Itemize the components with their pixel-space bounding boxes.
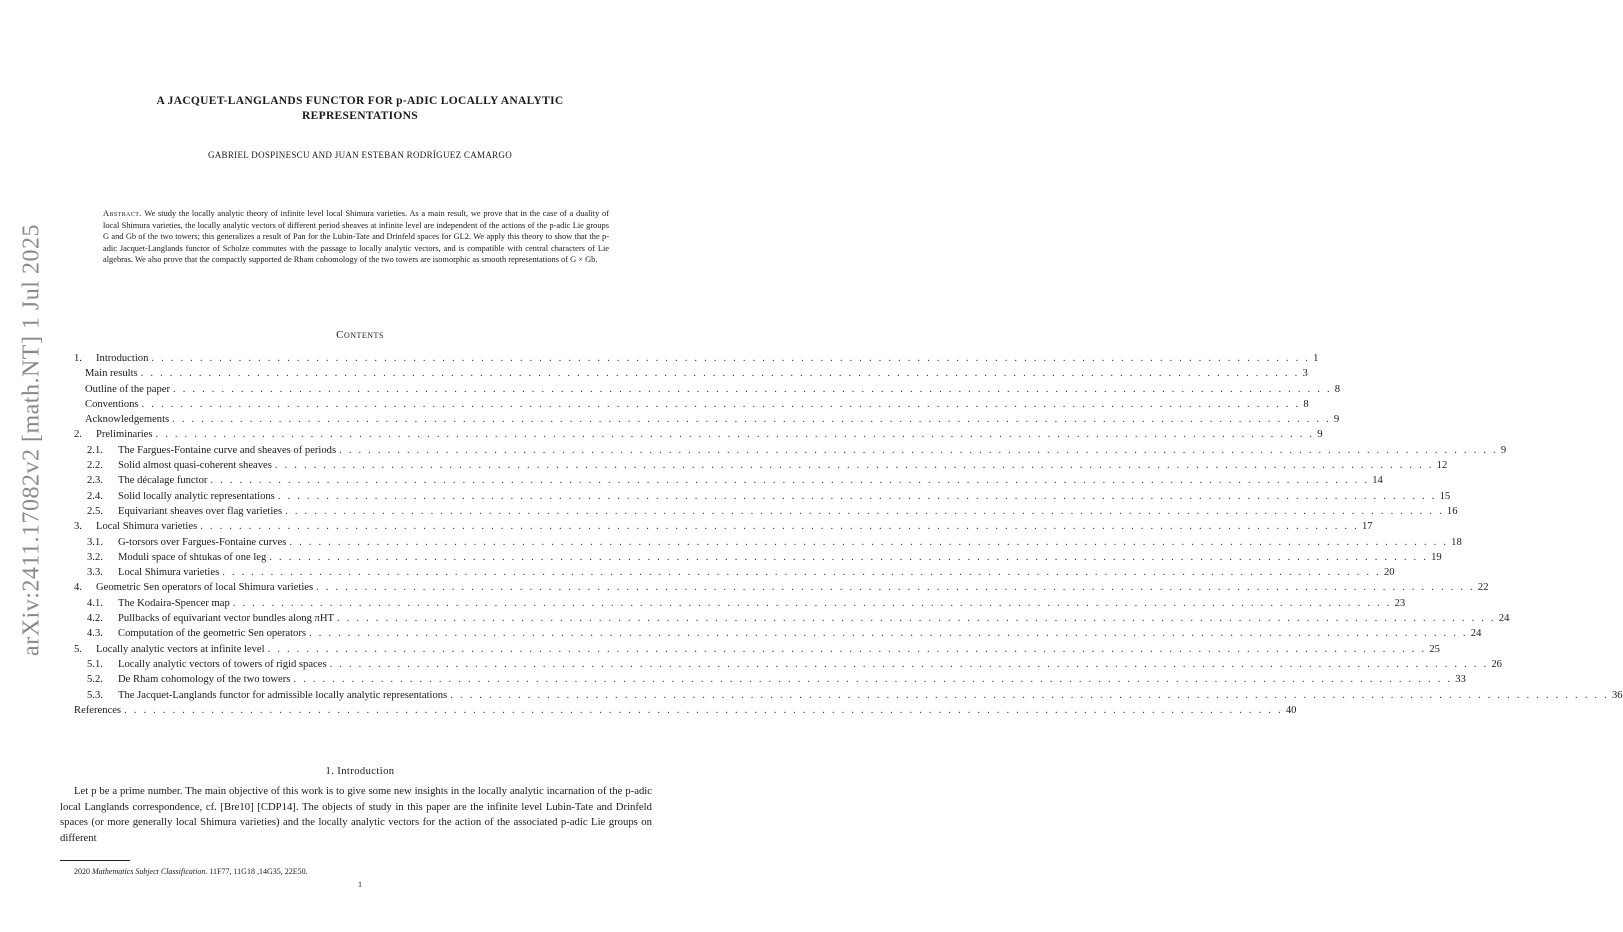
toc-entry[interactable]: [74, 565, 1395, 580]
footnote-codes: 11F77, 11G18 ,14G35, 22E50.: [207, 867, 308, 876]
toc-entry-page: 9: [1333, 414, 1340, 426]
toc-leader-dots: . . . . . . . . . . . . . . . . . . . . . . . . . . . . . . . . . . . . . . . . . . . . . . . . . . . . . . . . . . . . . . . . . . . . . . . . . . . . . . . . . . . . . . . . . . . . . . . . . . . . . . . . . . . . . . . . . . . . . . . .: [285, 505, 1444, 517]
table-of-contents: [74, 351, 1623, 718]
toc-entry-number: 4.2.: [87, 613, 103, 625]
toc-leader-dots: . . . . . . . . . . . . . . . . . . . . . . . . . . . . . . . . . . . . . . . . . . . . . . . . . . . . . . . . . . . . . . . . . . . . . . . . . . . . . . . . . . . . . . . . . . . . . . . . . . . . . . . . . . . . . . . . . . . . . . . .: [151, 353, 1311, 364]
footnote-prefix: 2020: [74, 867, 92, 876]
toc-entry-label: [85, 382, 170, 397]
toc-entry-page: 26: [1491, 658, 1502, 670]
toc-entry-label: [87, 443, 336, 458]
toc-entry-number: 4.1.: [87, 597, 103, 609]
toc-entry-number: 4.3.: [87, 628, 103, 640]
toc-entry-page: 36: [1611, 689, 1623, 701]
toc-entry-title: The décalage functor: [118, 475, 208, 487]
toc-entry[interactable]: [74, 473, 1383, 488]
toc-entry[interactable]: [74, 580, 1489, 595]
toc-entry-number: 3.3.: [87, 567, 103, 579]
toc-entry-label: [74, 703, 121, 718]
toc-entry-page: 8: [1303, 398, 1309, 410]
toc-entry-number: 3.2.: [87, 551, 103, 563]
toc-entry[interactable]: [74, 382, 1341, 397]
toc-entry-page: 24: [1498, 613, 1510, 625]
abstract: [103, 208, 609, 266]
toc-entry-label: [87, 672, 290, 687]
toc-entry-title: Locally analytic vectors of towers of rigid spaces: [118, 658, 327, 670]
toc-entry-label: [87, 535, 286, 550]
toc-entry-title: Pullbacks of equivariant vector bundles along πHT: [118, 613, 334, 625]
toc-entry[interactable]: [74, 489, 1451, 504]
title-line-1: A JACQUET-LANGLANDS FUNCTOR FOR p-ADIC LOCALLY ANALYTIC: [156, 95, 564, 107]
toc-leader-dots: . . . . . . . . . . . . . . . . . . . . . . . . . . . . . . . . . . . . . . . . . . . . . . . . . . . . . . . . . . . . . . . . . . . . . . . . . . . . . . . . . . . . . . . . . . . . . . . . . . . . . . . . . . . . . . . . . . . . . . . .: [210, 475, 1370, 487]
toc-entry-label: [74, 642, 265, 657]
toc-entry[interactable]: [74, 642, 1440, 657]
toc-entry-title: Preliminaries: [96, 429, 153, 441]
toc-entry-label: [87, 504, 282, 519]
toc-entry-number: 2.3.: [87, 475, 103, 487]
toc-leader-dots: . . . . . . . . . . . . . . . . . . . . . . . . . . . . . . . . . . . . . . . . . . . . . . . . . . . . . . . . . . . . . . . . . . . . . . . . . . . . . . . . . . . . . . . . . . . . . . . . . . . . . . . . . . . . . . . . . . . . . . . .: [339, 444, 1498, 456]
toc-entry-number: 2.1.: [87, 444, 103, 456]
toc-entry[interactable]: [74, 443, 1507, 458]
toc-entry-page: 14: [1372, 475, 1383, 487]
toc-leader-dots: . . . . . . . . . . . . . . . . . . . . . . . . . . . . . . . . . . . . . . . . . . . . . . . . . . . . . . . . . . . . . . . . . . . . . . . . . . . . . . . . . . . . . . . . . . . . . . . . . . . . . . . . . . . . . . . . . . . . . . . .: [309, 628, 1468, 640]
toc-entry-page: 9: [1500, 444, 1507, 456]
toc-entry-page: 16: [1446, 505, 1458, 517]
toc-leader-dots: . . . . . . . . . . . . . . . . . . . . . . . . . . . . . . . . . . . . . . . . . . . . . . . . . . . . . . . . . . . . . . . . . . . . . . . . . . . . . . . . . . . . . . . . . . . . . . . . . . . . . . . . . . . . . . . . . . . . . . . .: [337, 613, 1496, 625]
toc-entry-title: Main results: [85, 368, 138, 380]
toc-entry-title: Computation of the geometric Sen operators: [118, 628, 306, 640]
paper-title: [80, 94, 640, 124]
toc-entry-title: Geometric Sen operators of local Shimura varieties: [96, 582, 314, 594]
toc-leader-dots: . . . . . . . . . . . . . . . . . . . . . . . . . . . . . . . . . . . . . . . . . . . . . . . . . . . . . . . . . . . . . . . . . . . . . . . . . . . . . . . . . . . . . . . . . . . . . . . . . . . . . . . . . . . . . . . . . . . . . . . .: [277, 490, 1437, 502]
toc-entry-label: [87, 489, 275, 504]
toc-entry-page: 9: [1317, 429, 1323, 441]
toc-leader-dots: . . . . . . . . . . . . . . . . . . . . . . . . . . . . . . . . . . . . . . . . . . . . . . . . . . . . . . . . . . . . . . . . . . . . . . . . . . . . . . . . . . . . . . . . . . . . . . . . . . . . . . . . . . . . . . . . . . . . . . . .: [222, 567, 1381, 579]
toc-entry-label: [87, 473, 207, 488]
toc-entry-page: 25: [1429, 643, 1440, 655]
toc-entry-label: [74, 427, 153, 442]
toc-entry[interactable]: [74, 504, 1458, 519]
toc-entry-page: 19: [1431, 551, 1442, 563]
toc-entry-label: [87, 458, 272, 473]
toc-entry-title: Solid almost quasi-coherent sheaves: [118, 460, 272, 472]
toc-entry-page: 17: [1361, 521, 1373, 533]
toc-leader-dots: . . . . . . . . . . . . . . . . . . . . . . . . . . . . . . . . . . . . . . . . . . . . . . . . . . . . . . . . . . . . . . . . . . . . . . . . . . . . . . . . . . . . . . . . . . . . . . . . . . . . . . . . . . . . . . . . . . . . . . . .: [124, 704, 1283, 716]
toc-leader-dots: . . . . . . . . . . . . . . . . . . . . . . . . . . . . . . . . . . . . . . . . . . . . . . . . . . . . . . . . . . . . . . . . . . . . . . . . . . . . . . . . . . . . . . . . . . . . . . . . . . . . . . . . . . . . . . . . . . . . . . . .: [274, 460, 1434, 472]
toc-leader-dots: . . . . . . . . . . . . . . . . . . . . . . . . . . . . . . . . . . . . . . . . . . . . . . . . . . . . . . . . . . . . . . . . . . . . . . . . . . . . . . . . . . . . . . . . . . . . . . . . . . . . . . . . . . . . . . . . . . . . . . . .: [173, 383, 1332, 395]
toc-entry-page: 20: [1383, 567, 1395, 579]
toc-leader-dots: . . . . . . . . . . . . . . . . . . . . . . . . . . . . . . . . . . . . . . . . . . . . . . . . . . . . . . . . . . . . . . . . . . . . . . . . . . . . . . . . . . . . . . . . . . . . . . . . . . . . . . . . . . . . . . . . . . . . . . . .: [293, 674, 1453, 686]
toc-leader-dots: . . . . . . . . . . . . . . . . . . . . . . . . . . . . . . . . . . . . . . . . . . . . . . . . . . . . . . . . . . . . . . . . . . . . . . . . . . . . . . . . . . . . . . . . . . . . . . . . . . . . . . . . . . . . . . . . . . . . . . . .: [232, 597, 1392, 609]
toc-leader-dots: . . . . . . . . . . . . . . . . . . . . . . . . . . . . . . . . . . . . . . . . . . . . . . . . . . . . . . . . . . . . . . . . . . . . . . . . . . . . . . . . . . . . . . . . . . . . . . . . . . . . . . . . . . . . . . . . . . . . . . . .: [269, 551, 1429, 563]
toc-entry-title: Moduli space of shtukas of one leg: [118, 551, 267, 563]
toc-entry-page: 24: [1470, 628, 1482, 640]
toc-leader-dots: . . . . . . . . . . . . . . . . . . . . . . . . . . . . . . . . . . . . . . . . . . . . . . . . . . . . . . . . . . . . . . . . . . . . . . . . . . . . . . . . . . . . . . . . . . . . . . . . . . . . . . . . . . . . . . . . . . . . . . . .: [140, 368, 1300, 380]
toc-entry-number: 5.3.: [87, 689, 103, 701]
toc-entry-title: Locally analytic vectors at infinite level: [96, 643, 265, 655]
toc-entry-label: [85, 366, 138, 381]
abstract-label: Abstract.: [103, 209, 142, 218]
toc-entry-number: 3.1.: [87, 536, 103, 548]
toc-entry[interactable]: [74, 458, 1448, 473]
toc-leader-dots: . . . . . . . . . . . . . . . . . . . . . . . . . . . . . . . . . . . . . . . . . . . . . . . . . . . . . . . . . . . . . . . . . . . . . . . . . . . . . . . . . . . . . . . . . . . . . . . . . . . . . . . . . . . . . . . . . . . . . . . .: [172, 414, 1331, 426]
toc-leader-dots: . . . . . . . . . . . . . . . . . . . . . . . . . . . . . . . . . . . . . . . . . . . . . . . . . . . . . . . . . . . . . . . . . . . . . . . . . . . . . . . . . . . . . . . . . . . . . . . . . . . . . . . . . . . . . . . . . . . . . . . .: [289, 536, 1449, 548]
toc-entry-label: [85, 412, 169, 427]
toc-entry[interactable]: [74, 550, 1442, 565]
toc-entry-label: [87, 611, 334, 626]
title-line-2: REPRESENTATIONS: [302, 110, 418, 122]
footnote-label: Mathematics Subject Classification.: [92, 867, 208, 876]
toc-entry-label: [74, 580, 313, 595]
toc-entry-title: Solid locally analytic representations: [118, 490, 275, 502]
page-number: 1: [358, 880, 362, 889]
toc-leader-dots: . . . . . . . . . . . . . . . . . . . . . . . . . . . . . . . . . . . . . . . . . . . . . . . . . . . . . . . . . . . . . . . . . . . . . . . . . . . . . . . . . . . . . . . . . . . . . . . . . . . . . . . . . . . . . . . . . . . . . . . .: [450, 689, 1609, 701]
toc-entry-number: 5.: [74, 643, 82, 655]
arxiv-identifier: arXiv:2411.17082v2 [math.NT] 1 Jul 2025: [18, 224, 45, 656]
toc-entry[interactable]: [74, 427, 1323, 442]
toc-entry-page: 1: [1313, 353, 1319, 364]
toc-leader-dots: . . . . . . . . . . . . . . . . . . . . . . . . . . . . . . . . . . . . . . . . . . . . . . . . . . . . . . . . . . . . . . . . . . . . . . . . . . . . . . . . . . . . . . . . . . . . . . . . . . . . . . . . . . . . . . . . . . . . . . . .: [200, 521, 1359, 533]
toc-entry[interactable]: [74, 412, 1340, 427]
toc-entry-page: 3: [1302, 368, 1308, 380]
toc-leader-dots: . . . . . . . . . . . . . . . . . . . . . . . . . . . . . . . . . . . . . . . . . . . . . . . . . . . . . . . . . . . . . . . . . . . . . . . . . . . . . . . . . . . . . . . . . . . . . . . . . . . . . . . . . . . . . . . . . . . . . . . .: [329, 658, 1489, 670]
toc-entry-number: 2.2.: [87, 460, 103, 472]
toc-entry-label: [74, 351, 148, 366]
toc-entry-number: 3.: [74, 521, 82, 533]
toc-entry-title: Local Shimura varieties: [96, 521, 198, 533]
toc-entry[interactable]: [74, 688, 1623, 703]
toc-entry-title: Local Shimura varieties: [118, 567, 220, 579]
toc-entry-label: [74, 519, 197, 534]
authors: GABRIEL DOSPINESCU AND JUAN ESTEBAN RODRÍGUEZ CAMARGO: [207, 150, 513, 160]
toc-leader-dots: . . . . . . . . . . . . . . . . . . . . . . . . . . . . . . . . . . . . . . . . . . . . . . . . . . . . . . . . . . . . . . . . . . . . . . . . . . . . . . . . . . . . . . . . . . . . . . . . . . . . . . . . . . . . . . . . . . . . . . . .: [316, 582, 1475, 594]
toc-entry-label: [87, 596, 230, 611]
toc-entry-label: [87, 626, 306, 641]
toc-entry-title: Introduction: [96, 353, 149, 364]
toc-entry-page: 22: [1477, 582, 1489, 594]
toc-entry-page: 8: [1334, 383, 1341, 395]
toc-entry-title: Acknowledgements: [85, 414, 170, 426]
toc-entry-page: 33: [1455, 674, 1466, 686]
toc-entry-number: 1.: [74, 353, 82, 364]
toc-entry[interactable]: [74, 535, 1462, 550]
toc-entry-title: Conventions: [85, 398, 139, 410]
toc-entry-number: 2.: [74, 429, 82, 441]
toc-leader-dots: . . . . . . . . . . . . . . . . . . . . . . . . . . . . . . . . . . . . . . . . . . . . . . . . . . . . . . . . . . . . . . . . . . . . . . . . . . . . . . . . . . . . . . . . . . . . . . . . . . . . . . . . . . . . . . . . . . . . . . . .: [141, 398, 1301, 410]
toc-entry[interactable]: [74, 519, 1373, 534]
toc-entry-number: 4.: [74, 582, 82, 594]
toc-entry[interactable]: [74, 611, 1510, 626]
toc-entry-number: 2.4.: [87, 490, 103, 502]
toc-leader-dots: . . . . . . . . . . . . . . . . . . . . . . . . . . . . . . . . . . . . . . . . . . . . . . . . . . . . . . . . . . . . . . . . . . . . . . . . . . . . . . . . . . . . . . . . . . . . . . . . . . . . . . . . . . . . . . . . . . . . . . . .: [267, 643, 1427, 655]
footnote-rule: [60, 860, 130, 861]
toc-entry[interactable]: [74, 366, 1308, 381]
contents-heading: Contents: [336, 329, 384, 341]
toc-entry-title: The Jacquet-Langlands functor for admissible locally analytic representations: [118, 689, 448, 701]
toc-entry-title: G-torsors over Fargues-Fontaine curves: [118, 536, 287, 548]
toc-entry-title: The Fargues-Fontaine curve and sheaves of periods: [118, 444, 337, 456]
toc-entry-number: 2.5.: [87, 505, 103, 517]
toc-entry-title: De Rham cohomology of the two towers: [118, 674, 291, 686]
toc-entry-label: [87, 565, 219, 580]
toc-entry-page: 23: [1394, 597, 1406, 609]
toc-entry-title: Outline of the paper: [85, 383, 171, 395]
toc-entry[interactable]: [74, 703, 1297, 718]
toc-entry-number: 5.1.: [87, 658, 103, 670]
toc-entry[interactable]: [74, 626, 1482, 641]
toc-entry-label: [87, 688, 447, 703]
section-heading: 1. Introduction: [325, 766, 395, 777]
toc-entry[interactable]: [74, 672, 1466, 687]
toc-entry-label: [87, 550, 266, 565]
toc-entry-page: 15: [1439, 490, 1451, 502]
toc-entry-label: [85, 397, 139, 412]
toc-entry-page: 18: [1451, 536, 1462, 548]
toc-entry-title: The Kodaira-Spencer map: [118, 597, 230, 609]
toc-leader-dots: . . . . . . . . . . . . . . . . . . . . . . . . . . . . . . . . . . . . . . . . . . . . . . . . . . . . . . . . . . . . . . . . . . . . . . . . . . . . . . . . . . . . . . . . . . . . . . . . . . . . . . . . . . . . . . . . . . . . . . . .: [155, 429, 1315, 441]
toc-entry[interactable]: [74, 657, 1502, 672]
toc-entry-page: 40: [1285, 704, 1297, 716]
toc-entry-page: 12: [1436, 460, 1448, 472]
toc-entry[interactable]: [74, 351, 1319, 366]
toc-entry-label: [87, 657, 327, 672]
abstract-text: We study the locally analytic theory of infinite level local Shimura varieties. As a main result, we prove that in the case of a duality of local Shimura varieties, the locally analytic vectors of different period sheaves at infinite level are independent of the actions of the p-adic Lie groups G and Gb of the two towers; this generalizes a result of Pan for the Lubin-Tate and Drinfeld spaces for GL2. We apply this theory to show that the p-adic Jacquet-Langlands functor of Scholze commutes with the passage to locally analytic vectors, and is compatible with central characters of Lie algebras. We also prove that the compactly supported de Rham cohomology of the two towers are isomorphic as smooth representations of G × Gb.: [103, 209, 609, 265]
toc-entry[interactable]: [74, 397, 1309, 412]
toc-entry-title: Equivariant sheaves over flag varieties: [118, 505, 283, 517]
toc-entry-number: 5.2.: [87, 674, 103, 686]
footnote: [74, 867, 308, 876]
arxiv-sidebar-stamp: [14, 200, 50, 680]
intro-text: Let p be a prime number. The main objective of this work is to give some new insights in the locally analytic incarnation of the p-adic local Langlands correspondence, cf. [Bre10] [CDP14]. The objects of study in this paper are the infinite level Lubin-Tate and Drinfeld spaces (or more generally local Shimura varieties) and the locally analytic vectors for the action of the associated p-adic Lie groups on different: [60, 785, 652, 844]
toc-entry[interactable]: [74, 596, 1406, 611]
toc-entry-title: References: [74, 704, 122, 716]
intro-paragraph: [60, 784, 652, 846]
